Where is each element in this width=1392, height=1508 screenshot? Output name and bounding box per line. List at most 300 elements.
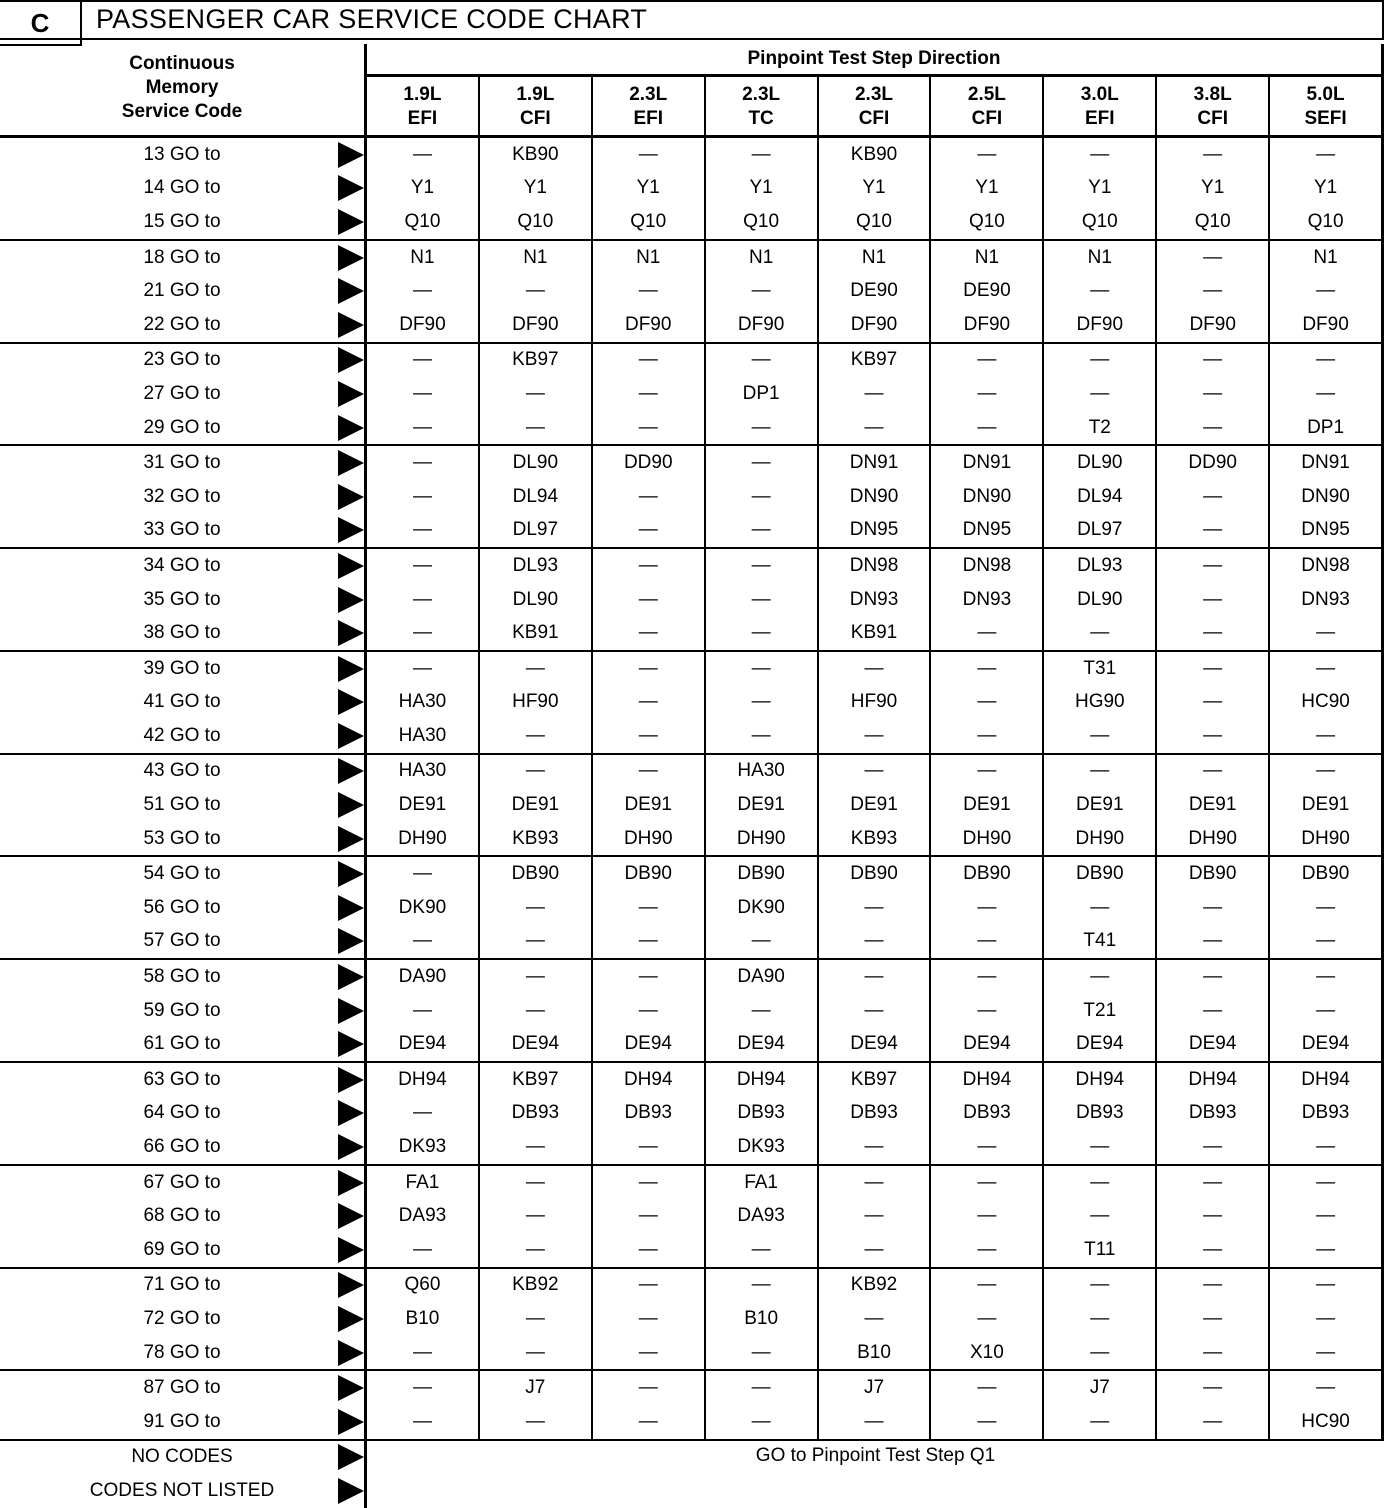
table-cell: Q10 [856, 210, 892, 232]
table-cell: T21 [1083, 999, 1117, 1021]
table-cell: — [1316, 1307, 1336, 1329]
table-cell: — [864, 416, 884, 438]
code-labels [0, 446, 364, 547]
table-cell: — [1203, 760, 1223, 782]
table-cell: — [977, 349, 997, 371]
fuel-system: EFI [633, 108, 663, 129]
engine-column [478, 549, 591, 650]
table-cell: Q10 [404, 210, 441, 232]
table-cell: DB93 [1188, 1102, 1237, 1124]
table-cell: DN95 [962, 519, 1012, 541]
table-cell: KB97 [512, 349, 559, 371]
table-cell: DH94 [1188, 1068, 1237, 1090]
fuel-system: TC [748, 108, 774, 129]
table-cell: — [751, 519, 771, 541]
arrow-right-icon [338, 1340, 364, 1366]
code-labels [0, 241, 364, 342]
engine-column [817, 652, 930, 753]
table-cell: DL94 [1077, 485, 1123, 507]
table-cell: DB93 [624, 1102, 672, 1124]
table-row-label [0, 652, 364, 686]
service-code-label: 41 GO to [143, 691, 221, 713]
code-labels [0, 344, 364, 445]
engine-column [1268, 857, 1381, 958]
table-cell: — [525, 724, 545, 746]
table-cell: DK93 [737, 1136, 785, 1158]
engine-column [1042, 241, 1155, 342]
engine-column [1155, 1166, 1268, 1267]
engine-column [1042, 344, 1155, 445]
engine-column [1155, 857, 1268, 958]
table-cell: — [638, 760, 658, 782]
fuel-system: CFI [971, 108, 1003, 129]
engine-column [817, 241, 930, 342]
table-cell: — [751, 657, 771, 679]
table-cell: — [864, 657, 884, 679]
table-cell: Q10 [743, 210, 780, 232]
table-cell: DL93 [1077, 554, 1123, 576]
table-cell: — [525, 760, 545, 782]
row-group [0, 344, 1384, 447]
table-cell: DB90 [624, 863, 672, 885]
table-cell: DB93 [1076, 1102, 1124, 1124]
header-line: Memory [145, 77, 219, 98]
table-cell: — [1203, 1171, 1223, 1193]
engine-column [817, 960, 930, 1061]
table-cell: DN93 [962, 588, 1012, 610]
table-cell: DE91 [850, 794, 898, 816]
engine-column [478, 1269, 591, 1370]
engine-column-header [704, 77, 817, 135]
header-line: Continuous [129, 53, 235, 74]
arrow-right-icon [338, 347, 364, 373]
footer-instruction: GO to Pinpoint Test Step Q1 [755, 1444, 996, 1466]
arrow-right-icon [338, 928, 364, 954]
table-cell: — [412, 588, 432, 610]
footer-instruction-cell [364, 1441, 1384, 1508]
engine-column [817, 755, 930, 856]
title-bar [0, 0, 1384, 40]
table-cell: — [1203, 966, 1223, 988]
table-cell: DN98 [849, 554, 899, 576]
table-cell: DP1 [1307, 416, 1345, 438]
table-cell: — [412, 863, 432, 885]
engine-size: 3.0L [1080, 84, 1119, 105]
engine-column [367, 960, 478, 1061]
table-row-label [0, 172, 364, 206]
table-cell: DH94 [1075, 1068, 1125, 1090]
table-cell: DF90 [1189, 313, 1236, 335]
service-code-label: 18 GO to [143, 246, 221, 268]
table-row-label [0, 549, 364, 583]
footer-labels [0, 1441, 364, 1508]
table-cell: — [864, 1136, 884, 1158]
table-cell: — [638, 1410, 658, 1432]
arrow-right-icon [338, 1237, 364, 1263]
engine-column [478, 960, 591, 1061]
table-cell: — [638, 588, 658, 610]
service-code-label: 58 GO to [143, 966, 221, 988]
table-cell: — [977, 1205, 997, 1227]
table-row-label [0, 377, 364, 411]
pinpoint-cells [364, 755, 1384, 856]
table-cell: T31 [1083, 657, 1117, 679]
arrow-right-icon [338, 1272, 364, 1298]
table-cell: — [751, 724, 771, 746]
service-code-label: 21 GO to [143, 280, 221, 302]
table-cell: DB90 [850, 863, 898, 885]
arrow-right-icon [338, 1100, 364, 1126]
table-cell: — [1203, 1274, 1223, 1296]
row-group [0, 960, 1384, 1063]
arrow-right-icon [338, 689, 364, 715]
engine-size: 1.9L [403, 84, 442, 105]
service-code-label: 71 GO to [143, 1274, 221, 1296]
table-cell: — [412, 349, 432, 371]
table-cell: — [1203, 691, 1223, 713]
fuel-system: CFI [1197, 108, 1228, 129]
table-cell: — [638, 382, 658, 404]
arrow-right-icon [338, 1444, 364, 1470]
table-row-label [0, 1336, 364, 1370]
table-cell: KB92 [850, 1274, 898, 1296]
table-cell: N1 [523, 246, 548, 268]
table-cell: — [412, 999, 432, 1021]
engine-column-header [817, 77, 930, 135]
table-cell: KB93 [850, 827, 898, 849]
engine-column-header [367, 77, 478, 135]
engine-column [367, 652, 478, 753]
service-code-label: 33 GO to [143, 519, 221, 541]
row-group [0, 1269, 1384, 1372]
table-cell: — [977, 724, 997, 746]
table-cell: — [1203, 588, 1223, 610]
table-cell: DB90 [737, 863, 785, 885]
table-cell: — [751, 930, 771, 952]
engine-column [929, 1371, 1042, 1438]
table-cell: KB93 [512, 827, 559, 849]
table-cell: N1 [748, 246, 774, 268]
engine-column [478, 241, 591, 342]
table-row-label [0, 960, 364, 994]
table-cell: — [1316, 1171, 1336, 1193]
table-cell: — [977, 1136, 997, 1158]
table-cell: DF90 [1302, 313, 1349, 335]
table-cell: — [751, 452, 771, 474]
engine-column [1268, 960, 1381, 1061]
table-cell: HA30 [398, 691, 447, 713]
table-cell: KB97 [512, 1068, 559, 1090]
table-cell: — [977, 657, 997, 679]
engine-column [591, 446, 704, 547]
table-cell: — [638, 966, 658, 988]
table-cell: — [638, 657, 658, 679]
table-cell: Y1 [975, 177, 999, 199]
table-cell: — [977, 1307, 997, 1329]
table-cell: — [638, 1341, 658, 1363]
table-row-label [0, 616, 364, 650]
table-row-label [0, 788, 364, 822]
engine-column [1155, 1269, 1268, 1370]
row-group [0, 755, 1384, 858]
table-cell: HG90 [1074, 691, 1125, 713]
table-cell: — [1090, 896, 1110, 918]
service-code-label: 91 GO to [143, 1410, 221, 1432]
engine-column [1155, 446, 1268, 547]
table-cell: HF90 [850, 691, 898, 713]
table-cell: DE90 [850, 280, 898, 302]
table-cell: DE91 [398, 794, 447, 816]
table-cell: T41 [1083, 930, 1117, 952]
service-code-label: 35 GO to [143, 588, 221, 610]
table-cell: — [412, 416, 432, 438]
engine-column [1268, 241, 1381, 342]
pinpoint-cells [364, 344, 1384, 445]
table-cell: — [412, 554, 432, 576]
table-cell: — [864, 724, 884, 746]
table-row-label [0, 138, 364, 172]
engine-column [929, 652, 1042, 753]
table-cell: — [638, 1238, 658, 1260]
fuel-system: EFI [407, 108, 438, 129]
table-cell: — [1203, 896, 1223, 918]
table-cell: DF90 [624, 313, 672, 335]
table-cell: X10 [969, 1341, 1004, 1363]
table-cell: — [1203, 349, 1223, 371]
table-cell: HC90 [1301, 1410, 1350, 1432]
engine-column [704, 960, 817, 1061]
table-cell: — [751, 1341, 771, 1363]
table-cell: — [525, 1136, 545, 1158]
table-row-label [0, 891, 364, 925]
table-cell: — [1090, 1171, 1110, 1193]
table-cell: DB93 [511, 1102, 560, 1124]
code-labels [0, 1269, 364, 1370]
engine-column [817, 344, 930, 445]
table-row-label [0, 994, 364, 1028]
table-cell: — [1090, 1136, 1110, 1158]
table-cell: — [1316, 657, 1336, 679]
engine-column [1042, 1269, 1155, 1370]
engine-column [1268, 1371, 1381, 1438]
table-cell: — [412, 1238, 432, 1260]
engine-size: 1.9L [516, 84, 555, 105]
table-cell: KB97 [850, 1068, 898, 1090]
code-labels [0, 1166, 364, 1267]
arrow-right-icon [338, 517, 364, 543]
engine-column [1268, 1269, 1381, 1370]
table-cell: Y1 [1313, 177, 1338, 199]
arrow-right-icon [338, 1170, 364, 1196]
table-cell: — [1203, 416, 1223, 438]
table-cell: — [864, 930, 884, 952]
table-cell: — [751, 1238, 771, 1260]
engine-column [591, 1063, 704, 1164]
engine-column [817, 1166, 930, 1267]
engine-column [1155, 344, 1268, 445]
table-cell: — [1090, 622, 1110, 644]
code-labels [0, 1371, 364, 1438]
table-row-label [0, 411, 364, 445]
pinpoint-cells [364, 446, 1384, 547]
table-cell: — [1090, 1274, 1110, 1296]
table-cell: HA30 [398, 760, 447, 782]
table-cell: DF90 [963, 313, 1011, 335]
table-cell: — [751, 485, 771, 507]
header-line: Service Code [121, 101, 243, 122]
engine-column [704, 1166, 817, 1267]
engine-column [1042, 1166, 1155, 1267]
table-cell: — [977, 143, 997, 165]
table-cell: DK93 [398, 1136, 447, 1158]
table-cell: DF90 [512, 313, 559, 335]
table-cell: — [525, 1171, 545, 1193]
table-cell: — [412, 1410, 432, 1432]
table-cell: — [1203, 930, 1223, 952]
row-group [0, 1063, 1384, 1166]
fuel-system: CFI [520, 108, 551, 129]
table-cell: — [1090, 1205, 1110, 1227]
table-cell: — [525, 657, 545, 679]
engine-column [704, 549, 817, 650]
table-cell: — [1203, 1307, 1223, 1329]
engine-column [929, 446, 1042, 547]
engine-column [1268, 652, 1381, 753]
table-cell: — [1203, 485, 1223, 507]
table-cell: DN91 [849, 452, 899, 474]
table-cell: DK90 [737, 896, 785, 918]
section-letter: C [0, 2, 82, 46]
table-cell: DF90 [737, 313, 785, 335]
table-cell: — [751, 416, 771, 438]
table-row-label [0, 1166, 364, 1200]
table-cell: Q10 [630, 210, 667, 232]
table-cell: — [638, 485, 658, 507]
engine-column [929, 755, 1042, 856]
table-cell: — [412, 930, 432, 952]
table-row-label [0, 719, 364, 753]
table-cell: DH94 [623, 1068, 673, 1090]
table-cell: — [525, 1341, 545, 1363]
table-cell: KB92 [512, 1274, 559, 1296]
service-code-label: 38 GO to [143, 622, 221, 644]
table-cell: — [977, 416, 997, 438]
engine-column [929, 1063, 1042, 1164]
arrow-right-icon [338, 1306, 364, 1332]
engine-column-header [929, 77, 1042, 135]
table-cell: — [751, 622, 771, 644]
table-cell: Q10 [517, 210, 554, 232]
service-code-label: 32 GO to [143, 485, 221, 507]
table-cell: — [751, 1274, 771, 1296]
table-cell: — [1316, 1377, 1336, 1399]
code-labels [0, 1063, 364, 1164]
engine-column [591, 755, 704, 856]
engine-column [1268, 1063, 1381, 1164]
table-cell: — [751, 143, 771, 165]
table-cell: DH90 [398, 827, 447, 849]
table-cell: DN90 [1301, 485, 1350, 507]
table-cell: — [1316, 622, 1336, 644]
engine-column [817, 446, 930, 547]
pinpoint-cells [364, 960, 1384, 1061]
arrow-right-icon [338, 895, 364, 921]
table-cell: Y1 [1201, 177, 1225, 199]
pinpoint-cells [364, 1166, 1384, 1267]
row-group [0, 138, 1384, 241]
table-row-label [0, 480, 364, 514]
footer-label: NO CODES [131, 1446, 233, 1468]
table-cell: — [1090, 760, 1110, 782]
table-cell: DN98 [1301, 554, 1350, 576]
row-group [0, 241, 1384, 344]
table-cell: — [638, 999, 658, 1021]
pinpoint-header [364, 44, 1384, 138]
table-cell: B10 [744, 1307, 779, 1329]
table-row-label [0, 925, 364, 959]
engine-column [591, 138, 704, 239]
arrow-right-icon [338, 861, 364, 887]
row-group [0, 857, 1384, 960]
table-row-label [0, 1302, 364, 1336]
engine-column [929, 1166, 1042, 1267]
table-cell: — [412, 280, 432, 302]
engine-column [478, 1166, 591, 1267]
table-cell: — [977, 382, 997, 404]
table-cell: — [525, 999, 545, 1021]
engine-column [1268, 549, 1381, 650]
table-row-label [0, 1097, 364, 1131]
table-cell: — [1203, 999, 1223, 1021]
table-cell: — [1203, 724, 1223, 746]
table-cell: — [638, 143, 658, 165]
engine-column [367, 1063, 478, 1164]
table-cell: — [1090, 382, 1110, 404]
table-cell: DE94 [1188, 1033, 1237, 1055]
service-code-label: 87 GO to [143, 1377, 221, 1399]
arrow-right-icon [338, 1409, 364, 1435]
table-cell: — [1316, 1238, 1336, 1260]
table-cell: DH90 [623, 827, 673, 849]
engine-column [704, 1371, 817, 1438]
engine-column [704, 446, 817, 547]
table-cell: — [638, 691, 658, 713]
engine-column [478, 1371, 591, 1438]
engine-column [929, 344, 1042, 445]
engine-column-header [591, 77, 704, 135]
table-cell: — [525, 896, 545, 918]
arrow-right-icon [338, 175, 364, 201]
engine-column [1268, 138, 1381, 239]
arrow-right-icon [338, 758, 364, 784]
table-cell: N1 [861, 246, 887, 268]
table-row-label [0, 1441, 364, 1475]
engine-column [367, 1371, 478, 1438]
table-cell: Y1 [636, 177, 660, 199]
engine-column [591, 344, 704, 445]
service-code-label: 57 GO to [143, 930, 221, 952]
engine-column [591, 857, 704, 958]
table-cell: — [638, 519, 658, 541]
table-cell: DL90 [512, 452, 559, 474]
table-row-label [0, 1027, 364, 1061]
engine-column [1042, 446, 1155, 547]
table-cell: — [864, 999, 884, 1021]
engine-column [1268, 1166, 1381, 1267]
table-cell: — [1316, 349, 1336, 371]
service-code-label: 29 GO to [143, 416, 221, 438]
code-labels [0, 652, 364, 753]
